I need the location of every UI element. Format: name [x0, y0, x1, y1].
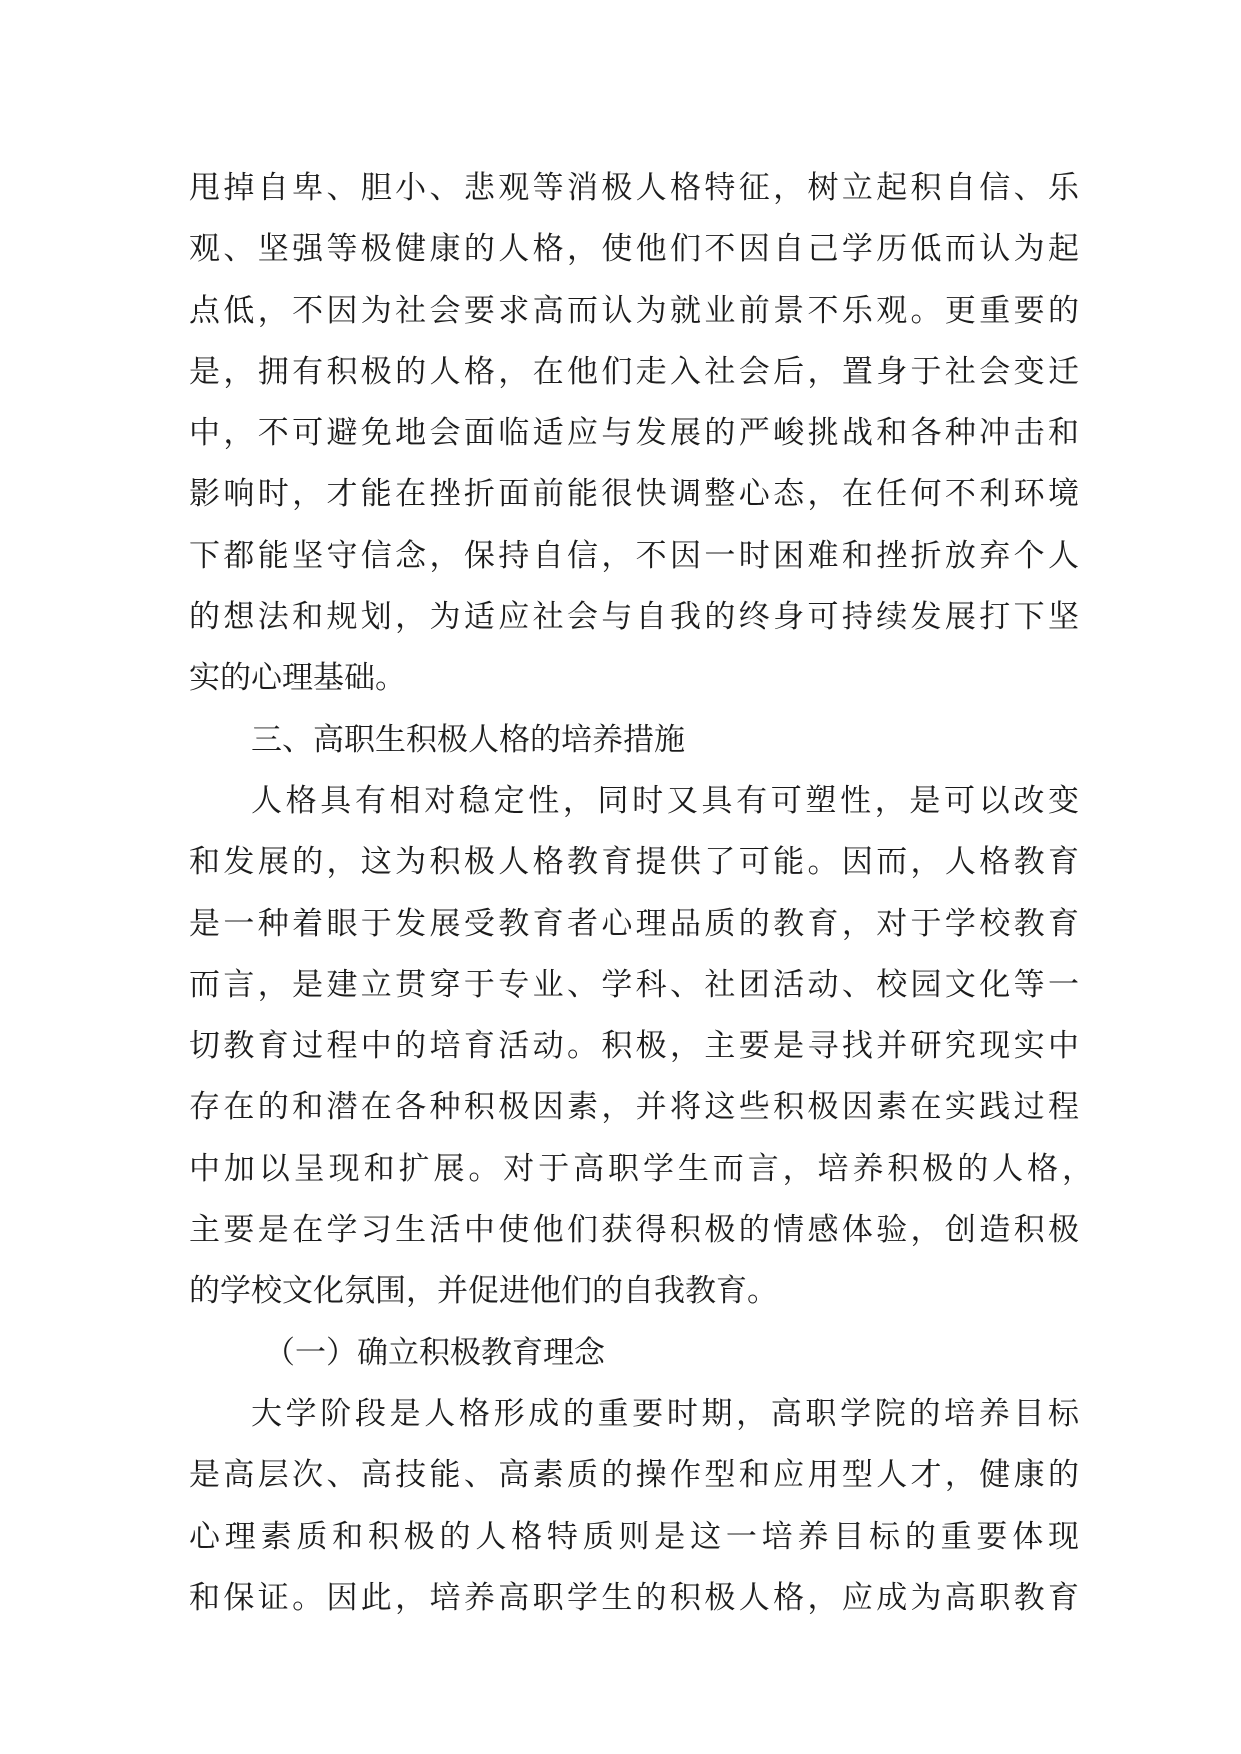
text-line: 主要是在学习生活中使他们获得积极的情感体验，创造积极	[189, 1212, 1079, 1249]
text-line: 影响时，才能在挫折面前能很快调整心态，在任何不利环境	[189, 476, 1079, 513]
text-line: 心理素质和积极的人格特质则是这一培养目标的重要体现	[189, 1518, 1079, 1555]
text-line: 中，不可避免地会面临适应与发展的严峻挑战和各种冲击和	[189, 415, 1079, 452]
text-line: 和发展的，这为积极人格教育提供了可能。因而，人格教育	[189, 844, 1079, 881]
text-line: 人格具有相对稳定性，同时又具有可塑性，是可以改变	[251, 782, 1079, 819]
text-line: 是高层次、高技能、高素质的操作型和应用型人才，健康的	[189, 1457, 1079, 1494]
text-line: 的想法和规划，为适应社会与自我的终身可持续发展打下坚	[189, 599, 1079, 636]
text-line: 和保证。因此，培养高职学生的积极人格，应成为高职教育	[189, 1579, 1079, 1616]
section-heading: 三、高职生积极人格的培养措施	[251, 721, 685, 758]
text-line: 点低，不因为社会要求高而认为就业前景不乐观。更重要的	[189, 292, 1079, 329]
text-line: 下都能坚守信念，保持自信，不因一时困难和挫折放弃个人	[189, 537, 1079, 574]
text-line: 切教育过程中的培育活动。积极，主要是寻找并研究现实中	[189, 1028, 1079, 1065]
text-line: 是，拥有积极的人格，在他们走入社会后，置身于社会变迁	[189, 353, 1079, 390]
text-line: 的学校文化氛围，并促进他们的自我教育。	[189, 1273, 778, 1310]
text-line: 是一种着眼于发展受教育者心理品质的教育，对于学校教育	[189, 905, 1079, 942]
text-line: 甩掉自卑、胆小、悲观等消极人格特征，树立起积自信、乐	[189, 170, 1079, 206]
text-line: 存在的和潜在各种积极因素，并将这些积极因素在实践过程	[189, 1089, 1079, 1126]
text-line: 大学阶段是人格形成的重要时期，高职学院的培养目标	[251, 1395, 1079, 1432]
subsection-heading: （一）确立积极教育理念	[264, 1334, 605, 1371]
document-body	[189, 158, 1093, 1629]
text-line: 观、坚强等极健康的人格，使他们不因自己学历低而认为起	[189, 231, 1079, 268]
text-line: 中加以呈现和扩展。对于高职学生而言，培养积极的人格，	[189, 1150, 1093, 1187]
text-line: 实的心理基础。	[189, 660, 406, 697]
text-line: 而言，是建立贯穿于专业、学科、社团活动、校园文化等一	[189, 966, 1079, 1003]
